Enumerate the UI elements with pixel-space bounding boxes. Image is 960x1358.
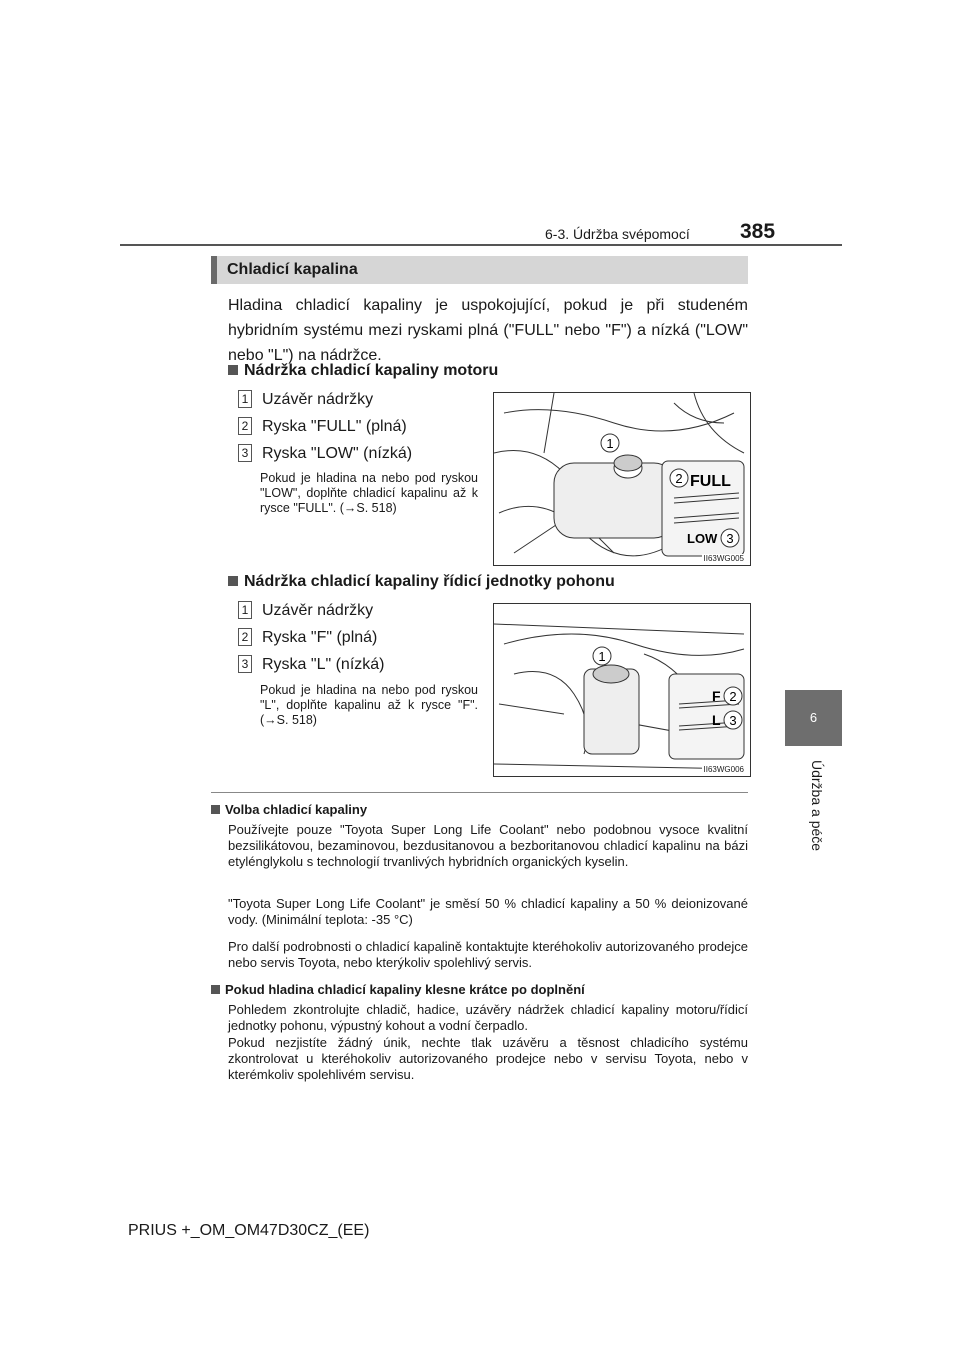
item-label: Uzávěr nádržky bbox=[262, 391, 374, 408]
inverter-item-2 bbox=[238, 628, 377, 647]
document-footer: PRIUS +_OM_OM47D30CZ_(EE) bbox=[128, 1222, 370, 1239]
inverter-tank-illustration bbox=[493, 603, 751, 777]
engine-tank-heading bbox=[228, 362, 498, 380]
fig-mark-l: L bbox=[712, 712, 721, 728]
callout-number: 1 bbox=[238, 390, 252, 408]
section-title: Chladicí kapalina bbox=[227, 261, 358, 278]
square-bullet-icon bbox=[211, 805, 220, 814]
fig-mark-f: F bbox=[712, 688, 721, 704]
inverter-item-1 bbox=[238, 601, 373, 620]
engine-tank-heading-text: Nádržka chladicí kapaliny motoru bbox=[244, 362, 499, 379]
coolant-drop-p2: Pokud nezjistíte žádný únik, nechte tlak uzávěru a těsnost chladicího systému zkontrolovat u kteréhokoliv autorizovaného prodejce nebo v servisu Toyota, nebo v kterémkoliv spolehlivém servisu. bbox=[228, 1035, 748, 1082]
callout-number: 2 bbox=[238, 628, 252, 646]
fig-callout-3: 3 bbox=[726, 531, 734, 546]
section-header bbox=[211, 256, 748, 284]
figure-code: II63WG005 bbox=[703, 554, 744, 563]
engine-tank-illustration bbox=[493, 392, 751, 566]
callout-number: 3 bbox=[238, 444, 252, 462]
square-bullet-icon bbox=[211, 985, 220, 994]
coolant-choice-heading-text: Volba chladicí kapaliny bbox=[225, 802, 368, 817]
fig-callout-2: 2 bbox=[729, 689, 737, 704]
fig-mark-low: LOW bbox=[687, 531, 718, 546]
fig-callout-2: 2 bbox=[675, 471, 683, 486]
inverter-item-3 bbox=[238, 655, 385, 674]
chapter-title: Údržba a péče bbox=[809, 760, 825, 852]
coolant-choice-p3: Pro další podrobnosti o chladicí kapalině kontaktujte kteréhokoliv autorizovaného prodejce nebo servis Toyota, nebo kterýkoliv spolehlivý servis. bbox=[228, 939, 748, 970]
inverter-note: Pokud je hladina na nebo pod ryskou "L", doplňte kapalinu až k rysce "F". (→S. 518) bbox=[260, 683, 478, 727]
figure-code: II63WG006 bbox=[703, 765, 744, 774]
intro-paragraph: Hladina chladicí kapaliny je uspokojující, pokud je při studeném hybridním systému mezi ryskami plná ("FULL" nebo "F") a nízká ("LOW" nebo "L") na nádržce. bbox=[228, 297, 748, 364]
item-label: Ryska "F" (plná) bbox=[262, 629, 378, 646]
fig-mark-full: FULL bbox=[690, 473, 731, 490]
inverter-tank-heading bbox=[228, 573, 615, 591]
coolant-choice-p2: "Toyota Super Long Life Coolant" je směsí 50 % chladicí kapaliny a 50 % deionizované vody. (Minimální teplota: -35 °C) bbox=[228, 896, 748, 927]
coolant-choice-heading bbox=[211, 802, 367, 817]
page-number: 385 bbox=[740, 220, 776, 243]
callout-number: 2 bbox=[238, 417, 252, 435]
coolant-drop-heading bbox=[211, 982, 585, 997]
square-bullet-icon bbox=[228, 365, 238, 375]
fig-callout-3: 3 bbox=[729, 713, 737, 728]
chapter-tab: 6 bbox=[785, 690, 842, 746]
callout-number: 3 bbox=[238, 655, 252, 673]
coolant-drop-heading-text: Pokud hladina chladicí kapaliny klesne krátce po doplnění bbox=[225, 982, 585, 997]
engine-item-1 bbox=[238, 390, 373, 409]
coolant-drop-p1: Pohledem zkontrolujte chladič, hadice, uzávěry nádržek chladicí kapaliny motoru/řídicí jednotky pohonu, výpustný kohout a vodní čerpadlo. bbox=[228, 1002, 748, 1033]
header-section-title: 6-3. Údržba svépomocí bbox=[545, 226, 690, 242]
fig-callout-1: 1 bbox=[598, 649, 606, 664]
engine-item-2 bbox=[238, 417, 407, 436]
item-label: Ryska "FULL" (plná) bbox=[262, 418, 407, 435]
header-divider bbox=[120, 244, 842, 246]
inverter-tank-heading-text: Nádržka chladicí kapaliny řídicí jednotky pohonu bbox=[244, 573, 615, 590]
section-divider bbox=[211, 792, 748, 793]
square-bullet-icon bbox=[228, 576, 238, 586]
engine-note: Pokud je hladina na nebo pod ryskou "LOW", doplňte chladicí kapalinu až k rysce "FULL". (→S. 518) bbox=[260, 471, 478, 515]
item-label: Uzávěr nádržky bbox=[262, 602, 374, 619]
coolant-choice-p1: Používejte pouze "Toyota Super Long Life Coolant" nebo podobnou vysoce kvalitní bezsilikátovou, bezaminovou, bezdusitanovou a bezboritanovou chladicí kapalinu na bázi etylénglykolu s technologií trvanlivých hybridních organických kyselin. bbox=[228, 822, 748, 869]
item-label: Ryska "L" (nízká) bbox=[262, 656, 385, 673]
item-label: Ryska "LOW" (nízká) bbox=[262, 445, 413, 462]
engine-item-3 bbox=[238, 444, 412, 463]
fig-callout-1: 1 bbox=[606, 436, 614, 451]
section-accent bbox=[211, 256, 217, 284]
callout-number: 1 bbox=[238, 601, 252, 619]
